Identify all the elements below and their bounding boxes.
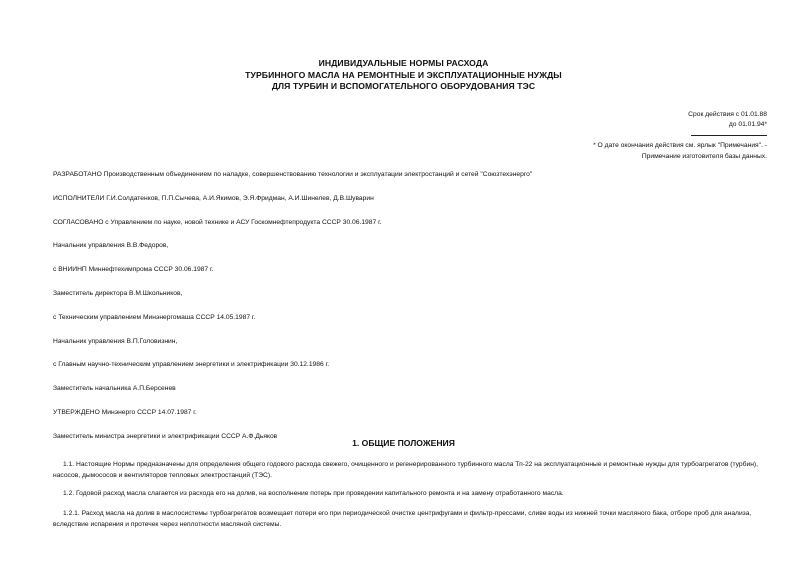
title-line-2: ТУРБИННОГО МАСЛА НА РЕМОНТНЫЕ И ЭКСПЛУАТАЦИОННЫЕ НУЖДЫ [245,69,562,80]
footnote-line-2: Примечание изготовителя базы данных. [641,152,767,160]
validity-from: Срок действия с 01.01.88 [688,111,767,118]
credit-approver: Заместитель министра энергетики и электрификации СССР А.Ф.Дьяков [53,432,278,440]
footnote-line-1: * О дате окончания действия см. ярлык "Примечания". - [593,142,767,150]
paragraph-1-2-1: 1.2.1. Расход масла на долив в маслосистемы турбоагрегатов возмещает потери его при периодической очистке центрифугами и фильтр-прессами, сливе воды из нижней точки масляного бака, отборе проб для анализа, вследствие испарения и протечек через неплотности масляной системы. [53,510,752,528]
footnote-rule [691,135,767,136]
credit-authors: ИСПОЛНИТЕЛИ Г.И.Солдатенков, П.П.Сычева, А.И.Якимов, Э.Я.Фридман, А.И.Шинелев, Д.В.Шуварин [53,194,374,202]
credit-agreed-2: с ВНИИНП Миннефтехимпрома СССР 30.06.1987 г. [53,266,214,274]
credits-block [53,170,532,456]
credit-agreed-4: с Главным научно-техническим управлением энергетики и электрификации 30.12.1986 г. [53,361,330,369]
paragraph-1-1: 1.1. Настоящие Нормы предназначены для определения общего годового расхода свежего, очищенного и регенерированного турбинного масла Тп-22 на эксплуатационные и ремонтные нужды для турбоагрегатов (турбин), насосов, дымососов и вентиляторов тепловых электростанций (ТЭС). [53,461,758,479]
title-line-3: ДЛЯ ТУРБИН И ВСПОМОГАТЕЛЬНОГО ОБОРУДОВАНИЯ ТЭС [271,81,536,91]
title-line-1: ИНДИВИДУАЛЬНЫЕ НОРМЫ РАСХОДА [318,58,489,68]
credit-signatory-1: Начальник управления В.В.Федоров, [53,242,169,250]
validity-block [593,110,767,162]
credit-approved: УТВЕРЖДЕНО Минэнерго СССР 14.07.1987 г. [53,408,197,416]
document-title [0,58,807,93]
credit-developed-by: РАЗРАБОТАНО Производственным объединением по наладке, совершенствованию технологии и эксплуатации электростанций и сетей "Союзтехэнерго" [53,171,533,178]
credit-signatory-4: Заместитель начальника А.П.Берсенев [53,385,176,393]
credit-signatory-2: Заместитель директора В.М.Школьников, [53,289,183,297]
credit-agreed-3: с Техническим управлением Минэнергомаша СССР 14.05.1987 г. [53,313,256,321]
credit-signatory-3: Начальник управления В.П.Головизнин, [53,337,178,345]
validity-to: до 01.01.94* [728,121,767,129]
paragraph-1-2: 1.2. Годовой расход масла слагается из расхода его на долив, на восполнение потерь при проведении капитального ремонта и на замену отработанного масла. [63,490,564,497]
section-heading: 1. ОБЩИЕ ПОЛОЖЕНИЯ [352,438,455,448]
credit-agreed-1: СОГЛАСОВАНО с Управлением по науке, новой технике и АСУ Госкомнефтепродукта СССР 30.06.1987 г. [53,218,382,226]
